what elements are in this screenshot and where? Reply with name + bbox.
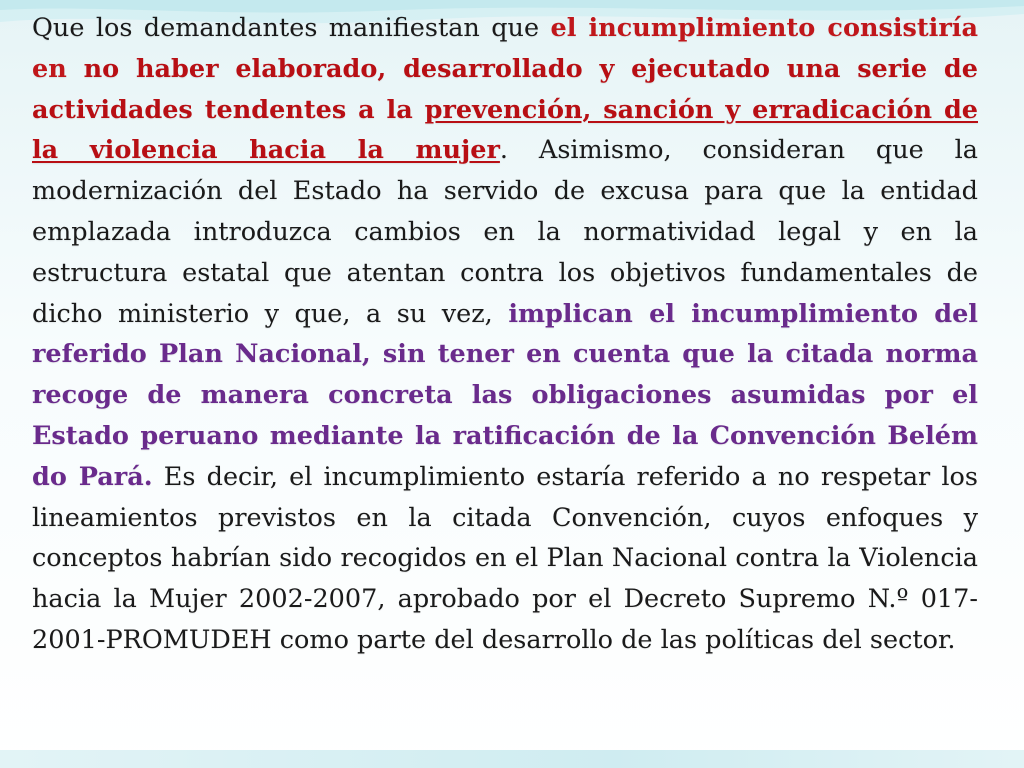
text-segment-plan-nacional: implican el incumplimiento del referido Plan Nacional, sin tener en cuenta que la citada norma recoge de manera concreta las obligaciones asumidas por el Estado peruano mediante la ratificación de la Convención Belém do Pará. (32, 298, 978, 492)
body-paragraph (32, 8, 978, 661)
text-segment-asimismo: . Asimismo, consideran que la modernización del Estado ha servido de excusa para que la entidad emplazada introduzca cambios en la normatividad legal y en la estructura estatal que atentan contra los objetivos fundamentales de dicho ministerio y que, a su vez, (32, 135, 978, 329)
text-segment-incumplimiento: el incumplimiento consistiría en (32, 13, 979, 84)
text-segment-prevencion-underlined: prevención, sanción y erradicación de la violencia hacia la mujer (32, 94, 978, 166)
text-segment-no-haber-elaborado: no haber elaborado, desarrollado y ejecutado una serie de actividades tendentes a la (32, 53, 978, 125)
bottom-decorative-strip (0, 750, 1024, 768)
text-segment-es-decir: Es decir, el incumplimiento estaría referido a no respetar los lineamientos previstos en la citada Convención, cuyos enfoques y conceptos habrían sido recogidos en el Plan Nacional contra la Violencia hacia la Mujer 2002-2007, aprobado por el Decreto Supremo N.º 017-2001-PROMUDEH como parte del desarrollo de las políticas del sector. (32, 461, 978, 655)
text-segment-intro: Que los demandantes manifiestan que (32, 13, 551, 43)
